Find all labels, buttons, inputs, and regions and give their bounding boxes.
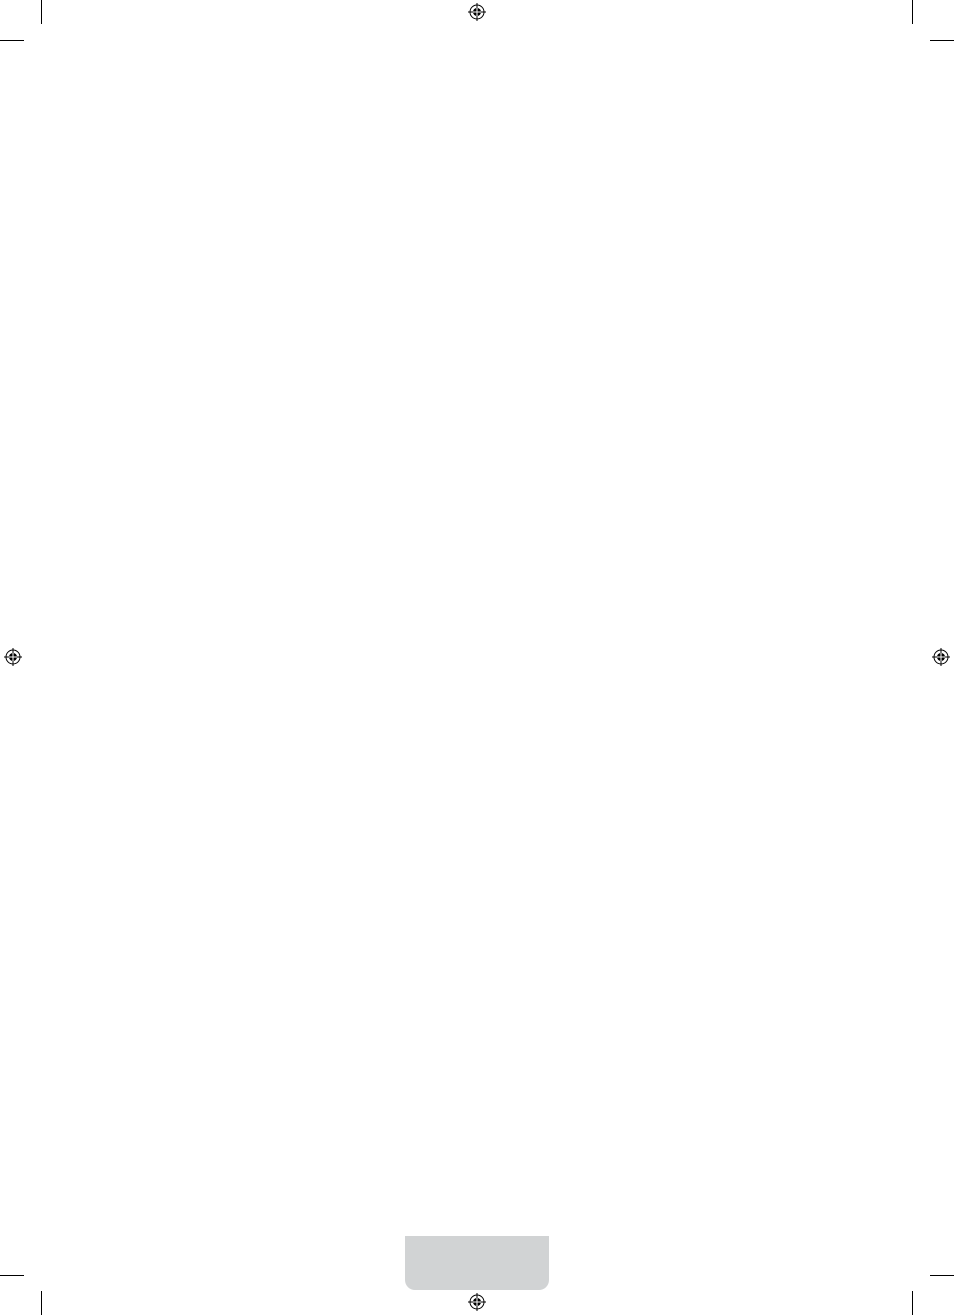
crop-mark (912, 1291, 913, 1315)
registration-mark-icon (468, 1293, 486, 1311)
crop-mark (930, 40, 954, 41)
crop-mark (0, 40, 24, 41)
page-number-tab (405, 1236, 549, 1290)
registration-mark-icon (468, 3, 486, 21)
crop-mark (41, 0, 42, 24)
registration-mark-icon (932, 648, 950, 666)
registration-mark-icon (4, 648, 22, 666)
crop-mark (912, 0, 913, 24)
crop-mark (41, 1291, 42, 1315)
crop-mark (930, 1275, 954, 1276)
crop-mark (0, 1275, 24, 1276)
